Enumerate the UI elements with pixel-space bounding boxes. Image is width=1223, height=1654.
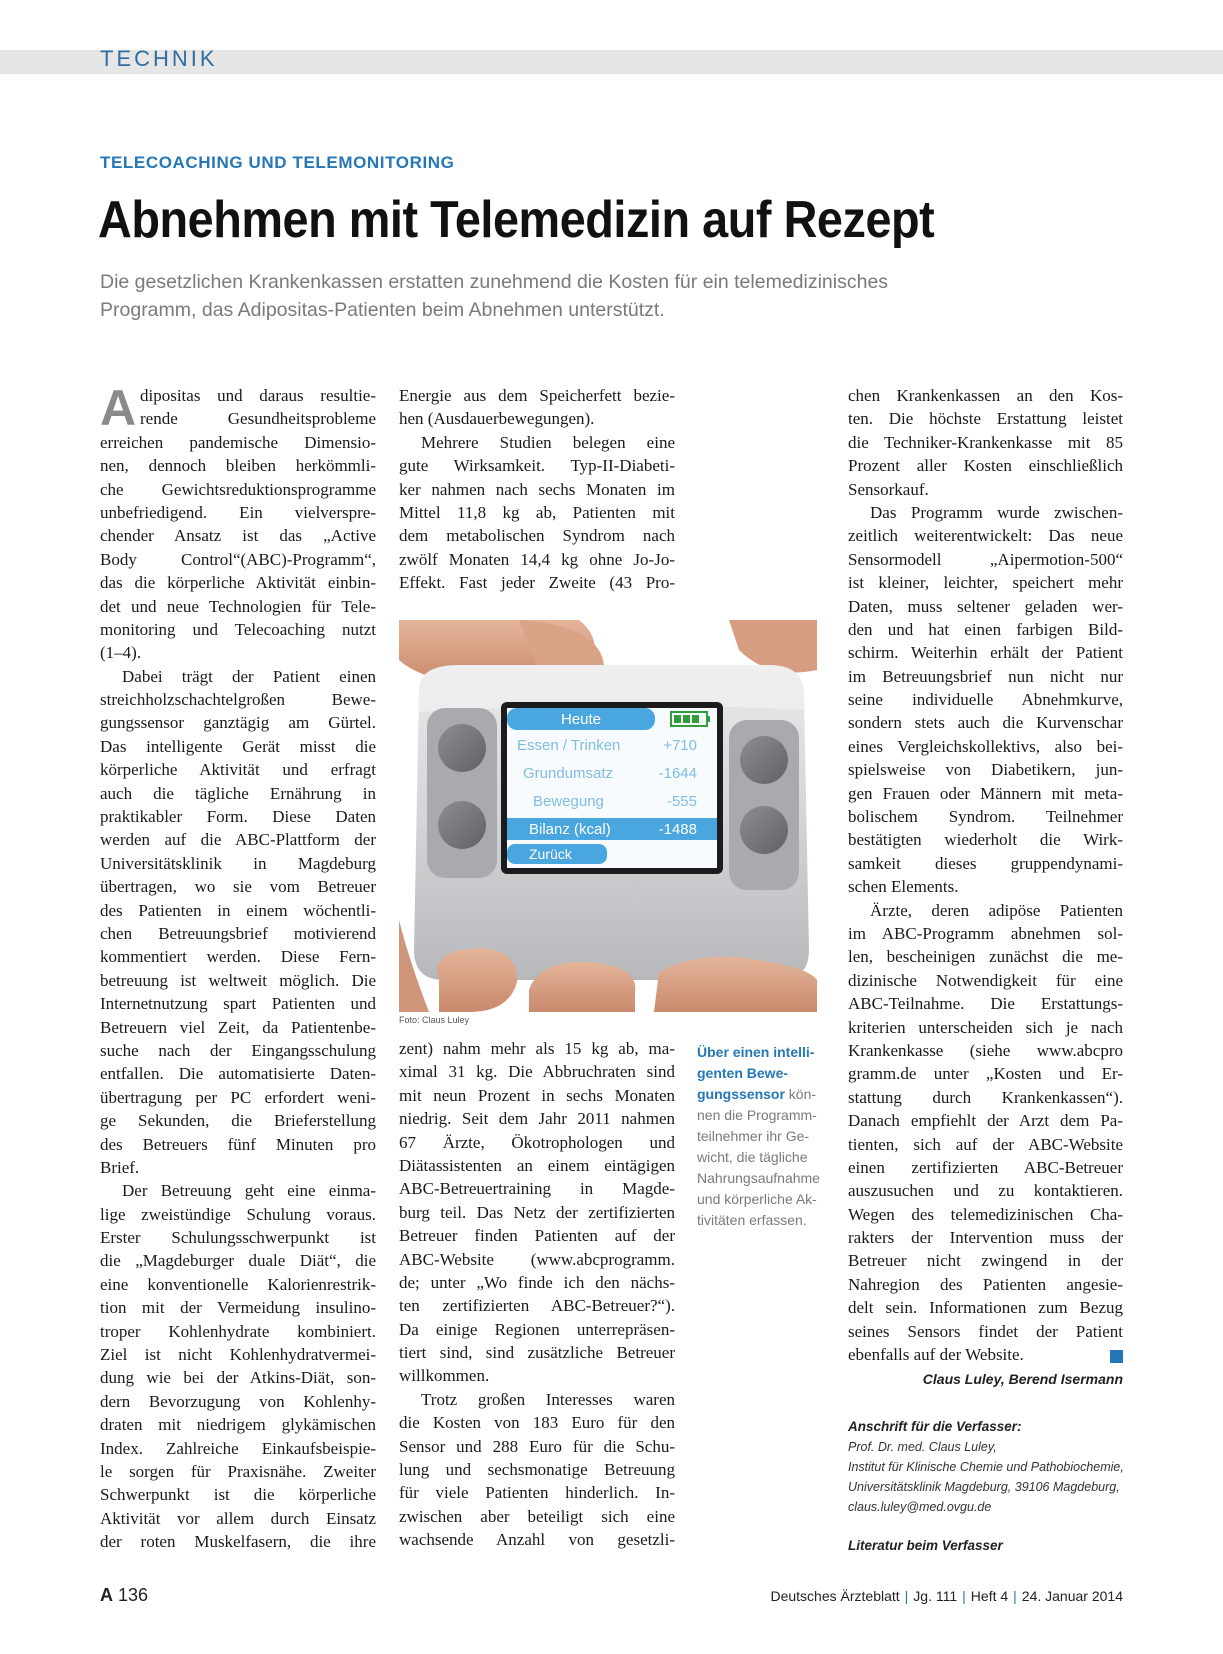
body-text-line: des Patienten in einem wöchentli- bbox=[100, 900, 376, 920]
footer-volume: Jg. 111 bbox=[913, 1588, 958, 1604]
caption-line bbox=[697, 1084, 825, 1105]
device-row-value: -1644 bbox=[658, 765, 697, 782]
body-text-line: wachsende Anzahl von gesetzli- bbox=[399, 1530, 675, 1550]
body-text-line: die Kosten von 183 Euro für den bbox=[399, 1413, 675, 1433]
address-heading: Anschrift für die Verfasser: bbox=[848, 1419, 1022, 1434]
body-text-line: draten mit niedrigem glykämischen bbox=[100, 1415, 376, 1435]
device-row-label: Essen / Trinken bbox=[517, 737, 621, 754]
body-text-line: gute Wirksamkeit. Typ-II-Diabeti- bbox=[399, 456, 675, 476]
caption-bold: gungssensor bbox=[697, 1086, 785, 1102]
body-text-line: Erster Schulungsschwerpunkt ist bbox=[100, 1228, 376, 1248]
body-column-2-bottom bbox=[399, 1037, 675, 1552]
body-text-line: Aktivität vor allem durch Einsatz bbox=[100, 1508, 376, 1528]
device-back-text: Zurück bbox=[529, 846, 572, 862]
address-line: Institut für Klinische Chemie und Pathobiochemie, bbox=[848, 1460, 1124, 1474]
end-of-article-mark bbox=[1110, 1350, 1123, 1363]
device-photo bbox=[399, 620, 817, 1012]
body-text-line: zwischen aber beteiligt sich eine bbox=[399, 1506, 675, 1526]
body-text-line: de; unter „Wo finde ich den nächs- bbox=[399, 1272, 675, 1292]
device-row-label: Bewegung bbox=[533, 793, 604, 810]
body-text-line: Prozent aller Kosten einschließlich bbox=[848, 456, 1123, 476]
body-column-3 bbox=[848, 384, 1123, 1366]
address-line: Prof. Dr. med. Claus Luley, bbox=[848, 1440, 997, 1454]
body-text-line: die Techniker-Krankenkasse mit 85 bbox=[848, 432, 1123, 452]
body-text-line: ximal 31 kg. Die Abbruchraten sind bbox=[399, 1062, 675, 1082]
body-text-line: Internetnutzung spart Patienten und bbox=[100, 994, 376, 1014]
body-text-line: stattung durch Krankenkassen“). bbox=[848, 1087, 1123, 1107]
body-text-line: suche nach der Eingangsschulung bbox=[100, 1040, 376, 1060]
body-text-line: Sensorkauf. bbox=[848, 479, 929, 499]
body-column-1 bbox=[100, 380, 376, 1554]
body-text-line: dem metabolischen Syndrom nach bbox=[399, 526, 675, 546]
article-kicker: TELECOACHING UND TELEMONITORING bbox=[100, 153, 455, 172]
body-text-line: kriterien unterscheiden sich je nach bbox=[848, 1017, 1123, 1037]
body-text-line: ist kleiner, leichter, speichert mehr bbox=[848, 573, 1123, 593]
body-text-line: den und hat einen farbigen Bild- bbox=[848, 619, 1123, 639]
body-text-line: einen zertifizierten ABC-Betreuer bbox=[848, 1157, 1123, 1177]
body-text-line: hen (Ausdauerbewegungen). bbox=[399, 409, 595, 429]
body-text-line: eine konventionelle Kalorienrestrik- bbox=[100, 1274, 376, 1294]
body-text-line: burg teil. Das Netz der zertifizierten bbox=[399, 1202, 675, 1222]
body-text-line: Dabei trägt der Patient einen bbox=[122, 666, 376, 686]
body-text-line: dizinische Notwendigkeit für eine bbox=[848, 970, 1123, 990]
device-row-value: +710 bbox=[663, 737, 697, 754]
body-text-line: seine individuelle Abnehmkurve, bbox=[848, 690, 1123, 710]
literature-note: Literatur beim Verfasser bbox=[848, 1538, 1003, 1553]
body-text-line: auszusuchen und zu kontaktieren. bbox=[848, 1181, 1123, 1201]
body-text-line: gungssensor ganztägig am Gürtel. bbox=[100, 713, 376, 733]
body-column-2-top bbox=[399, 384, 675, 595]
body-text-line: erreichen pandemische Dimensio- bbox=[100, 432, 376, 452]
body-text-line: Trotz großen Interesses waren bbox=[421, 1389, 675, 1409]
body-text-line: 67 Ärzte, Ökotrophologen und bbox=[399, 1132, 675, 1152]
body-text-line: streichholzschachtelgroßen Bewe- bbox=[100, 690, 376, 710]
body-text-line: ABC-Betreuertraining in Magde- bbox=[399, 1179, 675, 1199]
caption-bold: Über einen intelli- bbox=[697, 1044, 815, 1060]
body-text-line: Betreuer nicht zwingend in der bbox=[848, 1251, 1123, 1271]
caption-line bbox=[697, 1063, 825, 1084]
body-text-line: Universitätsklinik in Magdeburg bbox=[100, 853, 376, 873]
body-text-line: Nahregion des Patienten angesie- bbox=[848, 1274, 1123, 1294]
footer-issue: Heft 4 bbox=[970, 1588, 1009, 1604]
sensor-device-image bbox=[399, 620, 817, 1012]
body-text-line: dipositas und daraus resultie- bbox=[140, 386, 376, 405]
body-text-line: zwölf Monaten 14,4 kg ohne Jo-Jo- bbox=[399, 549, 675, 569]
author-address bbox=[848, 1417, 1148, 1517]
body-text-line: übertragung per PC erfordert weni- bbox=[100, 1087, 376, 1107]
body-text-line: gen Frauen oder Männern mit meta- bbox=[848, 783, 1123, 803]
body-text-line: ABC-Website (www.abcprogramm. bbox=[399, 1249, 675, 1269]
body-text-line: Sensormodell „Aipermotion-500“ bbox=[848, 549, 1123, 569]
body-text-line: Ziel ist nicht Kohlenhydratvermei- bbox=[100, 1345, 376, 1365]
body-text-line: dung wie bei der Atkins-Diät, son- bbox=[100, 1368, 376, 1388]
drop-cap: A bbox=[100, 380, 137, 436]
body-text-line: Das Programm wurde zwischen- bbox=[870, 502, 1123, 522]
device-header-text: Heute bbox=[560, 711, 602, 728]
body-text-line: willkommen. bbox=[399, 1366, 490, 1386]
body-text-line: Krankenkasse (siehe www.abcpro bbox=[848, 1040, 1123, 1060]
page-number bbox=[100, 1585, 148, 1606]
body-text-line: Schwerpunkt ist die körperliche bbox=[100, 1485, 376, 1505]
body-text-line: des Betreuers fünf Minuten pro bbox=[100, 1134, 376, 1154]
caption-line: tivitäten erfassen. bbox=[697, 1212, 807, 1228]
body-text-line: Mehrere Studien belegen eine bbox=[421, 432, 675, 452]
article-authors: Claus Luley, Berend Isermann bbox=[922, 1371, 1123, 1387]
body-text-line: Daten, muss seltener geladen wer- bbox=[848, 596, 1123, 616]
body-text-line: unbefriedigend. Ein vielverspre- bbox=[100, 502, 376, 522]
device-row-value: -555 bbox=[666, 793, 697, 810]
lede-line: Programm, das Adipositas-Patienten beim Abnehmen unterstützt. bbox=[100, 299, 665, 321]
body-text-line: Mittel 11,8 kg ab, Patienten mit bbox=[399, 502, 675, 522]
body-text-line: zent) nahm mehr als 15 kg ab, ma- bbox=[399, 1039, 675, 1058]
body-text-line: Betreuern viel Zeit, da Patientenbe- bbox=[100, 1017, 376, 1037]
address-line: Universitätsklinik Magdeburg, 39106 Magdeburg, bbox=[848, 1480, 1120, 1494]
body-text-line: Diätassistenten an einem eintägigen bbox=[399, 1155, 675, 1175]
caption-line: und körperliche Ak- bbox=[697, 1191, 817, 1207]
body-text-line: dern Bevorzugung von Kohlenhy- bbox=[100, 1391, 376, 1411]
body-text-line: niedrig. Seit dem Jahr 2011 nahmen bbox=[399, 1109, 675, 1129]
body-text-line: gramm.de unter „Kosten und Er- bbox=[848, 1064, 1123, 1084]
body-text-line: körperliche Aktivität und erfragt bbox=[100, 760, 376, 780]
body-text-line: tiert sind, sind zusätzliche Betreuer bbox=[399, 1343, 675, 1363]
body-text-line: zeitlich weiterentwickelt: Das neue bbox=[848, 526, 1123, 546]
page-letter: A bbox=[100, 1585, 113, 1605]
body-text-line: monitoring und Telecoaching nutzt bbox=[100, 619, 376, 639]
body-text-line: Body Control“(ABC)-Programm“, bbox=[100, 549, 376, 569]
body-text-line: lige zweistündige Schulung voraus. bbox=[100, 1204, 376, 1224]
body-text-line: der roten Muskelfasern, die ihre bbox=[100, 1532, 376, 1552]
body-text-line: für viele Patienten hinderlich. In- bbox=[399, 1483, 675, 1503]
body-text-line: Energie aus dem Speicherfett bezie- bbox=[399, 386, 675, 405]
body-text-line: len, bescheinigen zunächst die me- bbox=[848, 947, 1123, 967]
caption-text: kön- bbox=[784, 1086, 817, 1102]
body-text-line: bolischem Syndrom. Teilnehmer bbox=[848, 807, 1123, 827]
device-row-value: -1488 bbox=[658, 821, 697, 838]
body-text-line: ABC-Teilnahme. Die Erstattungs- bbox=[848, 994, 1123, 1014]
body-text-line: werden auf die ABC-Plattform der bbox=[100, 830, 376, 850]
lede-line: Die gesetzlichen Krankenkassen erstatten zunehmend die Kosten für ein telemedizinisches bbox=[100, 271, 889, 293]
body-text-line: tion mit der Vermeidung insulino- bbox=[100, 1298, 376, 1318]
body-text-line: delt sein. Informationen zum Bezug bbox=[848, 1298, 1123, 1318]
body-text-line: ten zertifizierten ABC-Betreuer?“). bbox=[399, 1296, 675, 1316]
body-text-line: chender Ansatz ist das „Active bbox=[100, 526, 376, 546]
body-text-line: schen Elements. bbox=[848, 877, 959, 897]
body-text-line: entfallen. Die automatisierte Daten- bbox=[100, 1064, 376, 1084]
body-text-line: Ärzte, deren adipöse Patienten bbox=[870, 900, 1123, 920]
footer-journal: Deutsches Ärzteblatt bbox=[770, 1588, 900, 1604]
body-text-line: Brief. bbox=[100, 1157, 140, 1177]
body-text-line: ker nahmen nach sechs Monaten im bbox=[399, 479, 675, 499]
body-text-line: Effekt. Fast jeder Zweite (43 Pro- bbox=[399, 573, 675, 593]
body-text-line: chen Betreuungsbrief motivierend bbox=[100, 923, 376, 943]
body-text-line: rakters der Intervention muss der bbox=[848, 1228, 1123, 1248]
caption-bold: genten Bewe- bbox=[697, 1065, 789, 1081]
article-headline: Abnehmen mit Telemedizin auf Rezept bbox=[98, 191, 935, 249]
photo-credit: Foto: Claus Luley bbox=[399, 1015, 470, 1025]
body-text-line: Sensor und 288 Euro für die Schu- bbox=[399, 1436, 675, 1456]
article-lede bbox=[100, 268, 1080, 324]
device-row-label: Bilanz (kcal) bbox=[529, 821, 611, 838]
body-text-line: schirm. Weiterhin erhält der Patient bbox=[848, 643, 1123, 663]
body-text-line: chen Krankenkassen an den Kos- bbox=[848, 386, 1123, 405]
body-text-line: le sorgen für Praxisnähe. Zweiter bbox=[100, 1461, 376, 1481]
body-text-line: im Betreuungsbrief nun nicht nur bbox=[848, 666, 1123, 686]
body-text-line: ebenfalls auf der Website. bbox=[848, 1345, 1024, 1365]
body-text-line: spielsweise von Diabetikern, jun- bbox=[848, 760, 1123, 780]
device-row-label: Grundumsatz bbox=[523, 765, 614, 782]
page-number-value: 136 bbox=[118, 1585, 149, 1605]
body-text-line: lung und sechsmonatige Betreuung bbox=[399, 1460, 675, 1480]
body-text-line: das die körperliche Aktivität einbin- bbox=[100, 573, 376, 593]
body-text-line: praktikabler Form. Diese Daten bbox=[100, 807, 376, 827]
address-email: claus.luley@med.ovgu.de bbox=[848, 1500, 992, 1514]
body-text-line: (1–4). bbox=[100, 643, 142, 663]
body-text-line: auch die tägliche Ernährung in bbox=[100, 783, 376, 803]
caption-line bbox=[697, 1042, 825, 1063]
body-text-line: tienten, sich auf der ABC-Website bbox=[848, 1134, 1123, 1154]
journal-footer: Deutsches Ärzteblatt | Jg. 111 | Heft 4 | 24. Januar 2014 bbox=[770, 1588, 1123, 1604]
body-text-line: det und neue Technologien für Tele- bbox=[100, 596, 376, 616]
section-label: TECHNIK bbox=[100, 46, 218, 71]
body-text-line: Danach empfiehlt der Arzt dem Pa- bbox=[848, 1111, 1123, 1131]
body-text-line: übertragen, wo sie vom Betreuer bbox=[100, 877, 376, 897]
body-text-line: kommentiert werden. Diese Fern- bbox=[100, 947, 376, 967]
body-text-line: che Gewichtsreduktionsprogramme bbox=[100, 479, 376, 499]
body-text-line: Index. Zahlreiche Einkaufsbeispie- bbox=[100, 1438, 376, 1458]
body-text-line: Das intelligente Gerät misst die bbox=[100, 736, 376, 756]
body-text-line: eines Vergleichskollektivs, also bei- bbox=[848, 736, 1123, 756]
body-text-line: betreuung ist weltweit möglich. Die bbox=[100, 970, 376, 990]
photo-caption bbox=[697, 1042, 825, 1231]
body-text-line: mit neun Prozent in sechs Monaten bbox=[399, 1085, 675, 1105]
body-text-line: nen, dennoch bleiben herkömmli- bbox=[100, 456, 376, 476]
body-text-line: rende Gesundheitsprobleme bbox=[140, 409, 376, 429]
body-text-line: Betreuer finden Patienten auf der bbox=[399, 1226, 675, 1246]
body-text-line: samkeit dieses gruppendynami- bbox=[848, 853, 1123, 873]
caption-line: nen die Programm- bbox=[697, 1107, 817, 1123]
body-text-line: sondern stets auch die Kurvenschar bbox=[848, 713, 1123, 733]
caption-line: Nahrungsaufnahme bbox=[697, 1170, 820, 1186]
body-text-line: im ABC-Programm abnehmen sol- bbox=[848, 923, 1123, 943]
body-text-line: Wegen des telemedizinischen Cha- bbox=[848, 1204, 1123, 1224]
caption-line: wicht, die tägliche bbox=[697, 1149, 808, 1165]
body-text-line: troper Kohlenhydrate kombiniert. bbox=[100, 1321, 376, 1341]
body-text-line: seines Sensors findet der Patient bbox=[848, 1321, 1123, 1341]
body-text-line: Der Betreuung geht eine einma- bbox=[122, 1181, 376, 1201]
caption-line: teilnehmer ihr Ge- bbox=[697, 1128, 810, 1144]
body-text-line: ge Sekunden, die Brieferstellung bbox=[100, 1111, 376, 1131]
body-text-line: bestätigten wiederholt die Wirk- bbox=[848, 830, 1123, 850]
body-text-line: ten. Die höchste Erstattung leistet bbox=[848, 409, 1123, 429]
body-text-line: Da einige Regionen unterrepräsen- bbox=[399, 1319, 675, 1339]
body-text-line: die „Magdeburger duale Diät“, die bbox=[100, 1251, 376, 1271]
footer-date: 24. Januar 2014 bbox=[1021, 1588, 1123, 1604]
